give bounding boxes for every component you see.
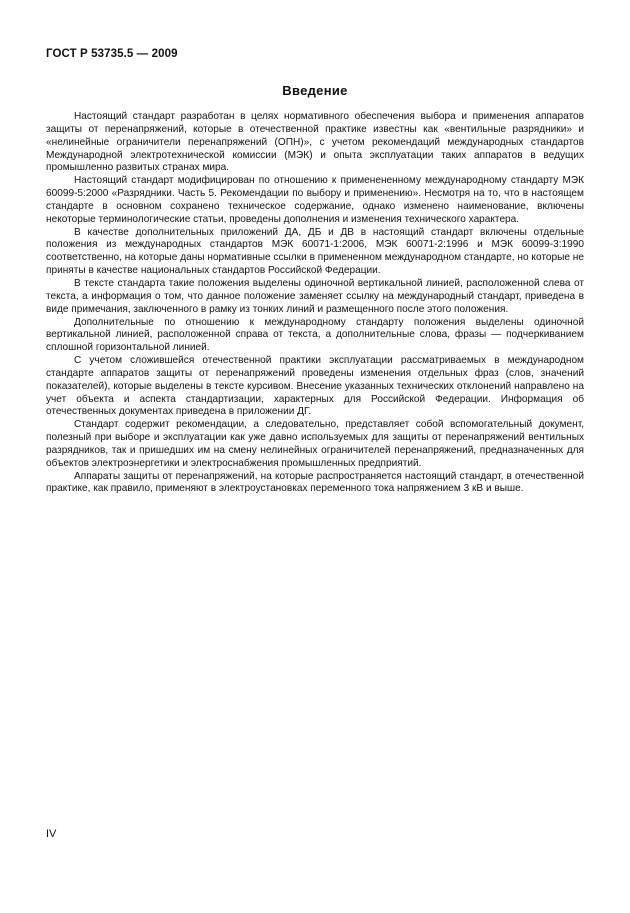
paragraph: Настоящий стандарт разработан в целях нормативного обеспечения выбора и применения аппаратов защиты от перенапряжений, которые в отечественной практике известны как «вентильные разрядники» и «нелинейные ограничители перенапряжений (ОПН)», с учетом рекомендаций международных стандартов Международной электротехнической комиссии (МЭК) и опыта эксплуатации таких аппаратов в ведущих промышленно развитых странах мира.: [46, 111, 584, 174]
section-title: Введение: [282, 83, 348, 98]
paragraph: Стандарт содержит рекомендации, а следовательно, представляет собой вспомогательный документ, полезный при выборе и эксплуатации как уже давно используемых для защиты от перенапряжений вентильных разрядников, так и пришедших им на смену нелинейных ограничителей перенапряжений, предназначенных для объектов электроэнергетики и электроснабжения промышленных предприятий.: [46, 419, 584, 469]
paragraph: Аппараты защиты от перенапряжений, на которые распространяется настоящий стандарт, в отечественной практике, как правило, применяют в электроустановках переменного тока напряжением 3 кВ и выше.: [46, 470, 584, 495]
introduction-body: [46, 111, 584, 496]
page-number: IV: [46, 828, 57, 840]
paragraph: С учетом сложившейся отечественной практики эксплуатации рассматриваемых в международном стандарте аппаратов защиты от перенапряжений проведены изменения отдельных фраз (слов, значений показателей), которые выделены в тексте курсивом. Внесение указанных технических отклонений направлено на учет объекта и аспекта стандартизации, характерных для Российской Федерации. Информация об отечественных документах приведена в приложении ДГ.: [46, 355, 584, 418]
paragraph: Дополнительные по отношению к международному стандарту положения выделены одиночной вертикальной линией, расположенной справа от текста, а дополнительные слова, фразы — подчеркиванием сплошной горизонтальной линией.: [46, 316, 584, 354]
paragraph: В тексте стандарта такие положения выделены одиночной вертикальной линией, расположенной слева от текста, а информация о том, что данное положение заменяет ссылку на международный стандарт, приведена в виде примечания, заключенного в рамку из тонких линий и размещенного после этого положения.: [46, 277, 584, 315]
paragraph: В качестве дополнительных приложений ДА, ДБ и ДВ в настоящий стандарт включены отдельные положения из международных стандартов МЭК 60071-1:2006, МЭК 60071-2:1996 и МЭК 60099-3:1990 соответственно, на которые даны нормативные ссылки в примененном международном стандарте, но которые не приняты в качестве национальных стандартов Российской Федерации.: [46, 226, 584, 277]
paragraph: Настоящий стандарт модифицирован по отношению к применененному международному стандарту МЭК 60099-5:2000 «Разрядники. Часть 5. Рекомендации по выбору и применению». Несмотря на то, что в настоящем стандарте в основном сохранено техническое содержание, однако изменено наименование, включены некоторые терминологические статьи, проведены дополнения и изменения технического характера.: [46, 175, 584, 225]
document-code-header: ГОСТ Р 53735.5 — 2009: [46, 48, 178, 60]
